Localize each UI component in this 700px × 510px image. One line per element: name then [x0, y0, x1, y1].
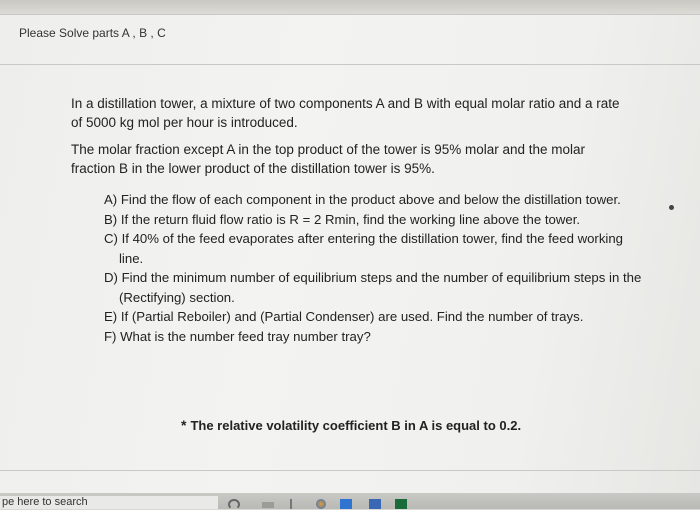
- volatility-note: [181, 417, 521, 433]
- question-header: Please Solve parts A , B , C: [19, 26, 166, 40]
- taskbar-search-input[interactable]: pe here to search: [0, 496, 218, 509]
- chrome-icon[interactable]: [316, 499, 326, 509]
- question-paragraph-1: In a distillation tower, a mixture of two components A and B with equal molar ratio and a rate of 5000 kg mol per hour is introduced.: [71, 96, 620, 130]
- header-divider: [0, 64, 700, 65]
- question-part-f: F) What is the number feed tray number tray?: [104, 328, 371, 344]
- question-part-e: E) If (Partial Reboiler) and (Partial Condenser) are used. Find the number of trays.: [104, 309, 584, 324]
- separator-icon: [290, 499, 292, 509]
- question-part-a: A) Find the flow of each component in the product above and below the distillation tower.: [104, 192, 621, 207]
- top-divider: [0, 14, 700, 15]
- task-view-icon[interactable]: [262, 502, 274, 508]
- cortana-icon[interactable]: [228, 499, 240, 510]
- stray-dot: [669, 205, 674, 210]
- question-part-c: C) If 40% of the feed evaporates after entering the distillation tower, find the feed working line.: [104, 231, 624, 266]
- question-part-d: D) Find the minimum number of equilibrium steps and the number of equilibrium steps in the (Rectifying) section.: [104, 270, 642, 305]
- question-parts-list: [104, 190, 644, 346]
- question-card: [14, 66, 700, 470]
- store-icon[interactable]: [340, 499, 352, 509]
- question-part-b: B) If the return fluid flow ratio is R = 2 Rmin, find the working line above the tower.: [104, 211, 581, 227]
- excel-icon[interactable]: [395, 499, 407, 509]
- volatility-note-text: The relative volatility coefficient B in A is equal to 0.2.: [190, 418, 522, 433]
- bullet-star-icon: *: [181, 417, 187, 433]
- question-paragraph-2: The molar fraction except A in the top product of the tower is 95% molar and the molar fraction B in the lower product of the distillation tower is 95%.: [71, 142, 586, 176]
- bottom-divider: [0, 470, 700, 471]
- word-icon[interactable]: [369, 499, 381, 509]
- browser-top-strip: [0, 0, 700, 14]
